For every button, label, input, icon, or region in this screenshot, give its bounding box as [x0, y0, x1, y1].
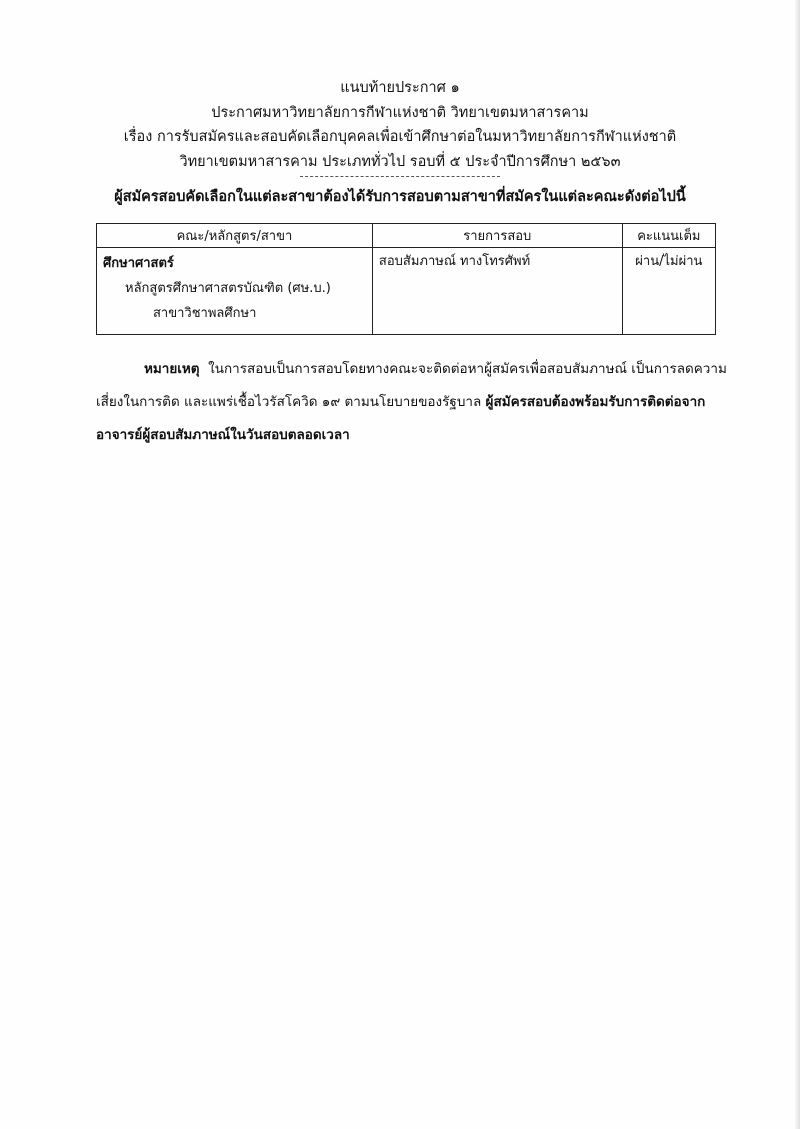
cell-exam-item: สอบสัมภาษณ์ ทางโทรศัพท์: [372, 248, 622, 335]
table-row: [97, 248, 716, 335]
dashed-divider: [300, 176, 500, 177]
note-line-2: [96, 386, 720, 419]
header-attachment-line: แนบท้ายประกาศ ๑: [340, 80, 460, 96]
note-line-3: อาจารย์ผู้สอบสัมภาษณ์ในวันสอบตลอดเวลา: [96, 427, 350, 443]
header-exam-items: รายการสอบ: [372, 224, 622, 248]
exam-table: [96, 223, 716, 335]
header-faculty-program-major: คณะ/หลักสูตร/สาขา: [97, 224, 373, 248]
program-name: หลักสูตรศึกษาศาสตรบัณฑิต (ศษ.บ.): [125, 281, 331, 296]
table-header-row: [97, 224, 716, 248]
note-label: หมายเหตุ: [144, 361, 200, 377]
header-campus-round-line: วิทยาเขตมหาสารคาม ประเภททั่วไป รอบที่ ๕ ประจำปีการศึกษา ๒๕๖๓: [179, 153, 621, 170]
note-line-1: [96, 353, 727, 386]
note-text-1: ในการสอบเป็นการสอบโดยทางคณะจะติดต่อหาผู้สมัครเพื่อสอบสัมภาษณ์ เป็นการลดความ: [208, 361, 727, 377]
cell-faculty-program-major: [97, 248, 373, 335]
note-section: [96, 353, 727, 452]
faculty-name: ศึกษาศาสตร์: [103, 256, 174, 271]
announcement-header: [0, 76, 800, 174]
major-name: สาขาวิชาพลศึกษา: [153, 306, 257, 321]
header-announcement-title: ประกาศมหาวิทยาลัยการกีฬาแห่งชาติ วิทยาเขตมหาสารคาม: [211, 104, 589, 121]
header-subject-line: เรื่อง การรับสมัครและสอบคัดเลือกบุคคลเพื่อเข้าศึกษาต่อในมหาวิทยาลัยการกีฬาแห่งชาติ: [123, 129, 677, 145]
note-text-2: เสี่ยงในการติด และแพร่เชื้อไวรัสโควิด ๑๙ ตามนโยบายของรัฐบาล: [96, 394, 482, 410]
instruction-text: ผู้สมัครสอบคัดเลือกในแต่ละสาขาต้องได้รับการสอบตามสาขาที่สมัครในแต่ละคณะดังต่อไปนี้: [114, 189, 686, 205]
note-emphasis-2: ผู้สมัครสอบต้องพร้อมรับการติดต่อจาก: [485, 394, 706, 410]
header-full-score: คะแนนเต็ม: [622, 224, 715, 248]
cell-full-score: ผ่าน/ไม่ผ่าน: [622, 248, 715, 335]
